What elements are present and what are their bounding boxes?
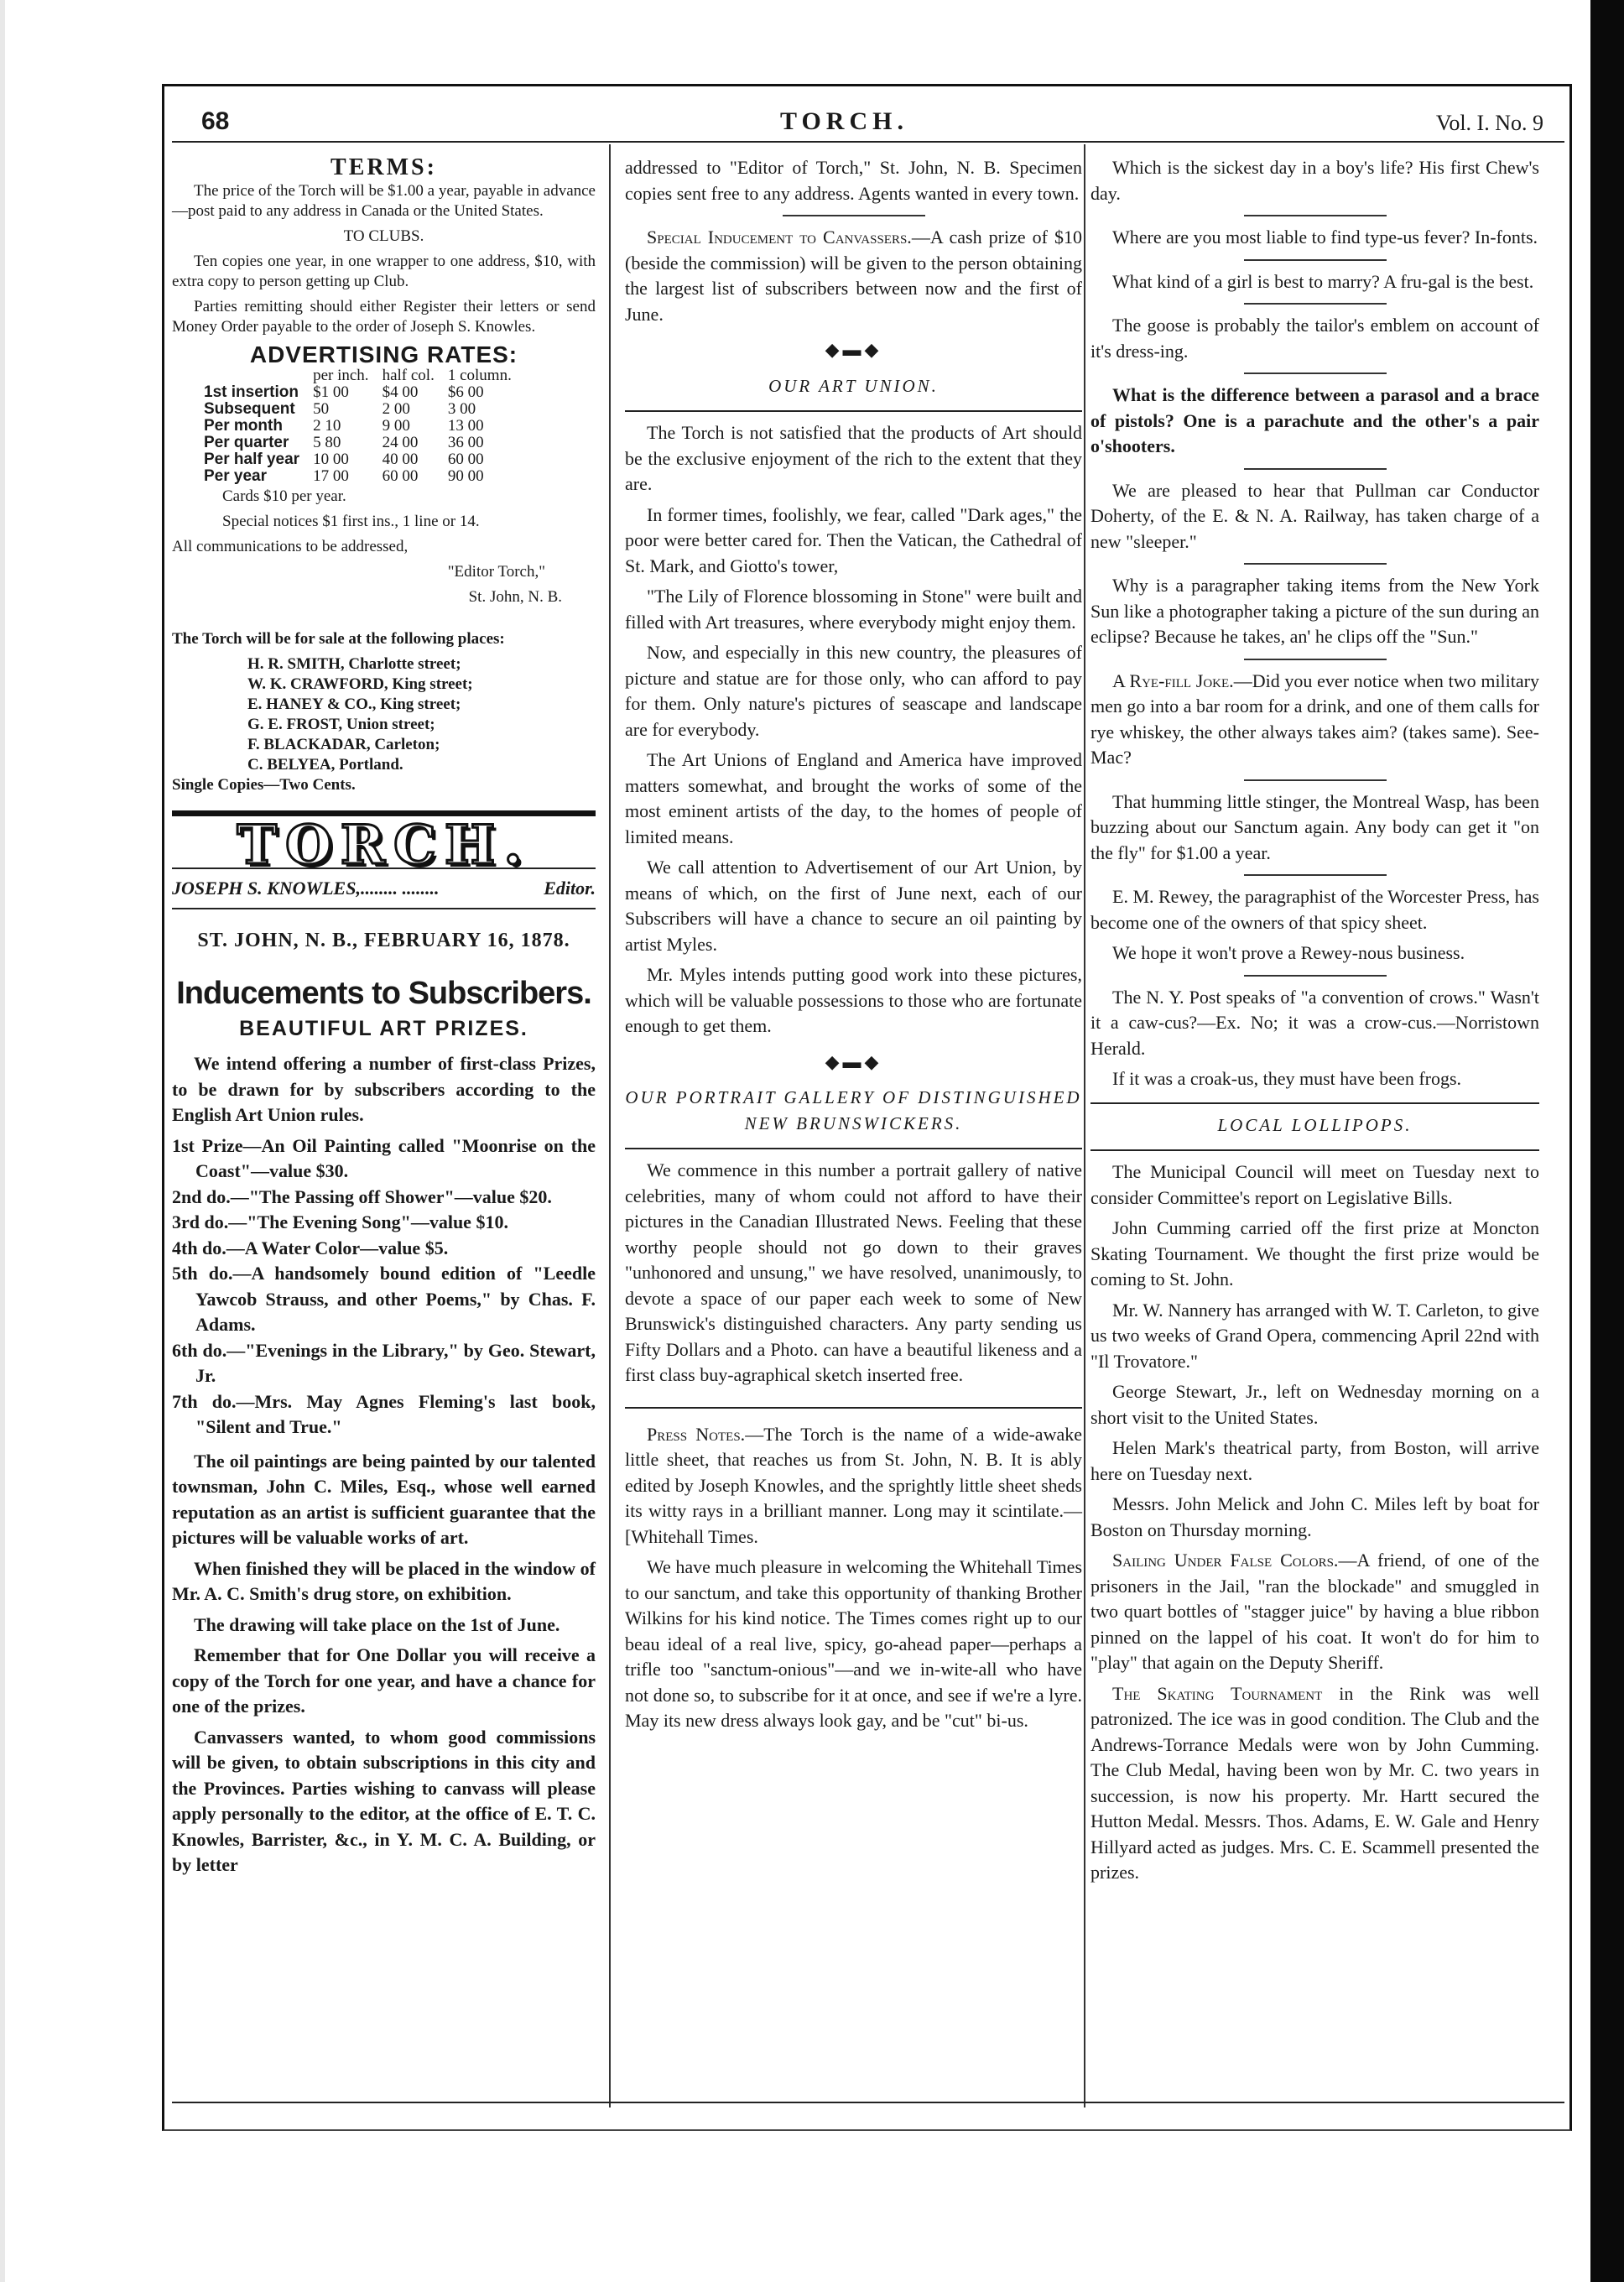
ornament-dingbat: ◆▬◆ <box>825 1050 882 1072</box>
prize-list <box>172 1133 596 1441</box>
footer-rule <box>172 2102 1564 2103</box>
short-rule <box>783 215 925 216</box>
section-rule <box>1090 1102 1539 1104</box>
prizes-intro: We intend offering a number of first-class Prizes, to be drawn for by subscribers according to the English Art Union rules. <box>172 1053 596 1125</box>
joke-item: If it was a croak-us, they must have been frogs. <box>1112 1068 1462 1089</box>
rates-cell: 10 00 <box>313 451 349 468</box>
rates-row <box>197 401 518 418</box>
terms-text: The price of the Torch will be $1.00 a year, payable in advance—post paid to any address in Canada or the United States. <box>172 181 596 220</box>
rates-cell: 60 00 <box>447 451 484 468</box>
special-inducement-lead: Special Inducement to Canvassers. <box>647 227 912 247</box>
running-title: TORCH. <box>780 107 908 135</box>
scan-edge-left <box>0 0 5 2282</box>
column-rule-2 <box>1084 144 1085 2107</box>
art-union-paragraph: The Torch is not satisfied that the products of Art should be the exclusive enjoyment of the rich to the extent that they are. <box>625 422 1082 494</box>
short-rule <box>1244 259 1387 261</box>
sale-place: H. R. SMITH, Charlotte street; <box>247 655 461 673</box>
joke-item: The goose is probably the tailor's emblem on account of it's dress-ing. <box>1090 315 1539 362</box>
art-union-paragraph: "The Lily of Florence blossoming in Stone" were built and filled with Art treasures, where everybody might enjoy them. <box>625 586 1082 633</box>
communications-note: All communications to be addressed, <box>172 538 409 555</box>
paragraph-oil-paintings: The oil paintings are being painted by our talented townsman, John C. Miles, Esq., whose well earned reputation as an artist is sufficient guarantee that the pictures will be valuable works of art. <box>172 1450 596 1548</box>
portrait-gallery-heading: OUR PORTRAIT GALLERY OF DISTINGUISHED NEW BRUNSWICKERS. <box>625 1087 1082 1133</box>
art-union-paragraph: We call attention to Advertisement of our Art Union, by means of which, on the first of June next, each of our Subscribers will have a chance to secure an oil painting by artist Myles. <box>625 857 1082 955</box>
section-rule <box>1090 1149 1539 1151</box>
portrait-gallery-paragraph: We commence in this number a portrait gallery of native celebrities, many of whom could not afford to have their pictures in the Canadian Illustrated News. Feeling that these worthy people should not go down to their graves "unhonored and unsung," we have resolved, unanimously, to devote a space of our paper each week to some of New Brunswick's distinguished characters. Any party sending us Fifty Dollars and a Photo. can have a beautiful likeness and a first class buy-agraphical sketch inserted free. <box>625 1159 1082 1385</box>
rates-row-label: 1st insertion <box>204 383 299 401</box>
paragraph-canvassers: Canvassers wanted, to whom good commissions will be given, to obtain subscriptions in this city and the Provinces. Parties wishing to canvass will please apply personally to the editor, at the office of E. T. C. Knowles, Barrister, &c., in Y. M. C. A. Building, or by letter <box>172 1726 596 1875</box>
column-1 <box>172 155 596 1883</box>
joke-item: We hope it won't prove a Rewey-nous business. <box>1112 942 1465 963</box>
local-item: Helen Mark's theatrical party, from Boston, will arrive here on Tuesday next. <box>1090 1437 1539 1484</box>
rates-cell: 3 00 <box>447 400 476 418</box>
special-inducement <box>625 225 1082 327</box>
local-item-lead: Sailing Under False Colors. <box>1112 1550 1339 1571</box>
rates-row-label: Per half year <box>204 451 300 468</box>
rates-cell: 24 00 <box>382 434 419 451</box>
local-item: Messrs. John Melick and John C. Miles left by boat for Boston on Thursday morning. <box>1090 1493 1539 1540</box>
rates-row <box>197 418 518 435</box>
rates-row <box>197 384 518 401</box>
section-rule <box>625 410 1082 412</box>
page-number: 68 <box>201 107 230 135</box>
short-rule <box>1244 468 1387 470</box>
rates-row <box>197 468 518 485</box>
remit-text: Parties remitting should either Register their letters or send Money Order payable to the order of Joseph S. Knowles. <box>172 297 596 336</box>
short-rule <box>1244 563 1387 565</box>
rates-row-label: Per month <box>204 417 283 435</box>
local-item: John Cumming carried off the first prize at Moncton Skating Tournament. We thought the first prize would be coming to St. John. <box>1090 1217 1539 1289</box>
art-union-heading: OUR ART UNION. <box>768 375 939 396</box>
local-item-lead: The Skating Tournament <box>1112 1682 1323 1704</box>
header-rule <box>172 141 1564 143</box>
joke-lead: A Rye-fill Joke. <box>1112 669 1234 691</box>
continued-text: addressed to "Editor of Torch," St. John, N. B. Specimen copies sent free to any address. Agents wanted in every town. <box>625 157 1082 204</box>
single-copies-note: Single Copies—Two Cents. <box>172 776 356 794</box>
rates-row-label: Per year <box>204 467 268 485</box>
prize-item: 5th do.—A handsomely bound edition of "Leedle Yawcob Strauss, and other Poems," by Chas. F. Adams. <box>172 1263 596 1335</box>
terms-heading: TERMS: <box>331 154 437 180</box>
sale-place: F. BLACKADAR, Carleton; <box>247 736 440 753</box>
editor-title: Editor. <box>544 877 596 899</box>
column-rule-1 <box>609 144 611 2107</box>
rates-cell: 40 00 <box>382 451 419 468</box>
address-line-2: St. John, N. B. <box>468 588 562 606</box>
art-union-paragraph: In former times, foolishly, we fear, called "Dark ages," the poor were better cared for. Then the Vatican, the Cathedral of St. Mark, and Giotto's tower, <box>625 503 1082 576</box>
rates-table <box>197 367 518 485</box>
section-rule <box>625 1407 1082 1409</box>
paragraph-window: When finished they will be placed in the window of Mr. A. C. Smith's drug store, on exhibition. <box>172 1557 596 1604</box>
torch-masthead-logo: TORCH. <box>237 814 531 877</box>
paragraph-remember: Remember that for One Dollar you will receive a copy of the Torch for one year, and have a chance for one of the prizes. <box>172 1644 596 1717</box>
ornament-dingbat: ◆▬◆ <box>825 339 882 360</box>
rates-cell: 13 00 <box>447 417 484 435</box>
local-item-text: —A friend, of one of the prisoners in the Jail, "ran the blockade" and smuggled in two quart bottles of "stagger juice" by having a blue ribbon pinned on the lappel of his coat. It won't do for him to "play" that again on the Deputy Sheriff. <box>1090 1550 1539 1673</box>
joke-item: What is the difference between a parasol and a brace of pistols? One is a parachute and the other's a pair o'shooters. <box>1090 384 1539 456</box>
joke-item <box>1090 669 1539 771</box>
rates-cell: 90 00 <box>447 467 484 485</box>
rates-cell: 2 00 <box>382 400 410 418</box>
rates-cell: 50 <box>313 400 330 418</box>
local-item: George Stewart, Jr., left on Wednesday morning on a short visit to the United States. <box>1090 1381 1539 1428</box>
rates-row-label: Subsequent <box>204 400 295 418</box>
joke-item: What kind of a girl is best to marry? A fru-gal is the best. <box>1112 270 1534 292</box>
clubs-text: Ten copies one year, in one wrapper to one address, $10, with extra copy to person getting up Club. <box>172 252 596 290</box>
art-prizes-heading: BEAUTIFUL ART PRIZES. <box>239 1016 528 1040</box>
sale-place: G. E. FROST, Union street; <box>247 716 435 733</box>
cards-note: Cards $10 per year. <box>222 487 346 505</box>
rates-cell: 2 10 <box>313 417 341 435</box>
rates-row <box>197 451 518 468</box>
rates-cell: 17 00 <box>313 467 349 485</box>
rates-cell: 36 00 <box>447 434 484 451</box>
sale-place: E. HANEY & CO., King street; <box>247 696 461 713</box>
local-item <box>1090 1548 1539 1676</box>
local-lollipops-heading: LOCAL LOLLIPOPS. <box>1217 1114 1413 1135</box>
joke-item: That humming little stinger, the Montreal Wasp, has been buzzing about our Sanctum again. Any body can get it "on the fly" for $1.00 a year. <box>1090 790 1539 863</box>
rates-cell: $6 00 <box>447 383 484 401</box>
prize-item: 4th do.—A Water Color—value $5. <box>172 1237 449 1258</box>
inducements-heading: Inducements to Subscribers. <box>176 975 591 1011</box>
rates-row-label: Per quarter <box>204 434 289 451</box>
joke-item: Why is a paragrapher taking items from the New York Sun like a photographer taking a picture of the sun during an eclipse? Because he takes, an' he clips off the "Sun." <box>1090 575 1539 647</box>
advertising-rates-heading: ADVERTISING RATES: <box>249 341 518 367</box>
rates-cell: $1 00 <box>313 383 349 401</box>
press-notes <box>625 1422 1082 1550</box>
section-rule <box>625 1148 1082 1149</box>
joke-text: —Did you ever notice when two military men go into a bar room for a drink, and one of them calls for rye whiskey, the other always takes aim? (takes same). See-Mac? <box>1090 669 1539 768</box>
art-union-paragraph: The Art Unions of England and America have improved matters somewhat, and brought the works of some of the most eminent artists of the day, to the homes of people of limited means. <box>625 749 1082 847</box>
short-rule <box>1244 975 1387 977</box>
page-header <box>201 107 1543 141</box>
joke-item: Where are you most liable to find type-us fever? In-fonts. <box>1112 227 1538 247</box>
clubs-heading: TO CLUBS. <box>343 227 424 245</box>
rates-cell: 60 00 <box>382 467 419 485</box>
rates-cell: $4 00 <box>382 383 419 401</box>
art-union-paragraph: Now, and especially in this new country, the pleasures of picture and statue are for those only, who can afford to pay for them. Only nature's pictures of seascape and landscape are for everybody. <box>625 642 1082 740</box>
volume-number: Vol. I. No. 9 <box>1435 111 1543 135</box>
sale-places-list <box>172 654 596 775</box>
joke-item: E. M. Rewey, the paragraphist of the Worcester Press, has become one of the owners of that spicy sheet. <box>1090 886 1539 933</box>
prize-item: 3rd do.—"The Evening Song"—value $10. <box>172 1211 508 1232</box>
prize-item: 6th do.—"Evenings in the Library," by Geo. Stewart, Jr. <box>172 1339 596 1386</box>
column-3 <box>1090 155 1539 1891</box>
local-item: Mr. W. Nannery has arranged with W. T. Carleton, to give us two weeks of Grand Opera, commencing April 22nd with "Il Trovatore." <box>1090 1299 1539 1372</box>
paragraph-drawing: The drawing will take place on the 1st of June. <box>194 1613 560 1635</box>
rates-row <box>197 435 518 451</box>
prize-item: 7th do.—Mrs. May Agnes Fleming's last book, "Silent and True." <box>172 1390 596 1437</box>
short-rule <box>1244 215 1387 216</box>
short-rule <box>1244 303 1387 305</box>
local-item-text: in the Rink was well patronized. The ice was in good condition. The Club and the Andrews-Torrance Medals were won by John Cumming. The Club Medal, having been won by Mr. C. two years in succession, is now his property. Mr. Hartt secured the Hutton Medal. Messrs. Thos. Adams, E. W. Gale and Henry Hillyard acted as judges. Mrs. C. E. Scammell presented the prizes. <box>1090 1682 1539 1883</box>
short-rule <box>1244 659 1387 660</box>
joke-item: We are pleased to hear that Pullman car Conductor Doherty, of the E. & N. A. Railway, has taken charge of a new "sleeper." <box>1090 479 1539 552</box>
short-rule <box>1244 373 1387 374</box>
special-notices-note: Special notices $1 first ins., 1 line or 14. <box>222 513 480 530</box>
short-rule <box>1244 779 1387 781</box>
rates-col-head: per inch. <box>313 367 369 384</box>
short-rule <box>1244 874 1387 876</box>
press-notes-lead: Press Notes. <box>647 1423 746 1445</box>
rates-cell: 9 00 <box>382 417 410 435</box>
editor-name: JOSEPH S. KNOWLES,........ ........ <box>172 877 440 899</box>
scan-edge-right <box>1590 0 1624 2282</box>
local-item: The Municipal Council will meet on Tuesday next to consider Committee's report on Legislative Bills. <box>1090 1161 1539 1208</box>
joke-item: The N. Y. Post speaks of "a convention of crows." Wasn't it a caw-cus?—Ex. No; it was a crow-cus.—Norristown Herald. <box>1090 986 1539 1059</box>
rates-cell: 5 80 <box>313 434 341 451</box>
local-item <box>1090 1681 1539 1886</box>
prize-item: 2nd do.—"The Passing off Shower"—value $20. <box>172 1185 552 1207</box>
art-union-paragraph: Mr. Myles intends putting good work into these pictures, which will be valuable possessions to those who are fortunate enough to get them. <box>625 964 1082 1036</box>
joke-item: Which is the sickest day in a boy's life? His first Chew's day. <box>1090 157 1539 204</box>
sale-place: C. BELYEA, Portland. <box>247 756 403 774</box>
rates-header-row <box>197 367 518 384</box>
address-line-1: "Editor Torch," <box>447 563 545 581</box>
dateline: ST. JOHN, N. B., FEBRUARY 16, 1878. <box>197 930 570 951</box>
prize-item: 1st Prize—An Oil Painting called "Moonrise on the Coast"—value $30. <box>172 1134 596 1181</box>
press-notes-text: —The Torch is the name of a wide-awake little sheet, that reaches us from St. John, N. B. It is ably edited by Joseph Knowles, and the sprightly little sheet sheds its witty rays in a brilliant manner. Long may it scintilate.—[Whitehall Times. <box>625 1423 1082 1547</box>
column-2 <box>625 155 1082 1739</box>
rates-col-head: 1 column. <box>447 367 512 384</box>
whitehall-paragraph: We have much pleasure in welcoming the Whitehall Times to our sanctum, and take this opportunity of thanking Brother Wilkins for his kind notice. The Times comes right up to our beau ideal of a real live, spicy, go-ahead paper—perhaps a trifle too "sanctum-onious"—and we in-wite-all who have not done so, to subscribe for it at once, and see if we're a lyre. May its new dress always look gay, and be "cut" bi-us. <box>625 1556 1082 1731</box>
sale-intro: The Torch will be for sale at the following places: <box>172 630 505 648</box>
special-inducement-text: —A cash prize of $10 (beside the commission) will be given to the person obtaining the largest list of subscribers between now and the first of June. <box>625 227 1082 325</box>
sale-place: W. K. CRAWFORD, King street; <box>247 675 473 693</box>
rates-col-head: half col. <box>382 367 435 384</box>
